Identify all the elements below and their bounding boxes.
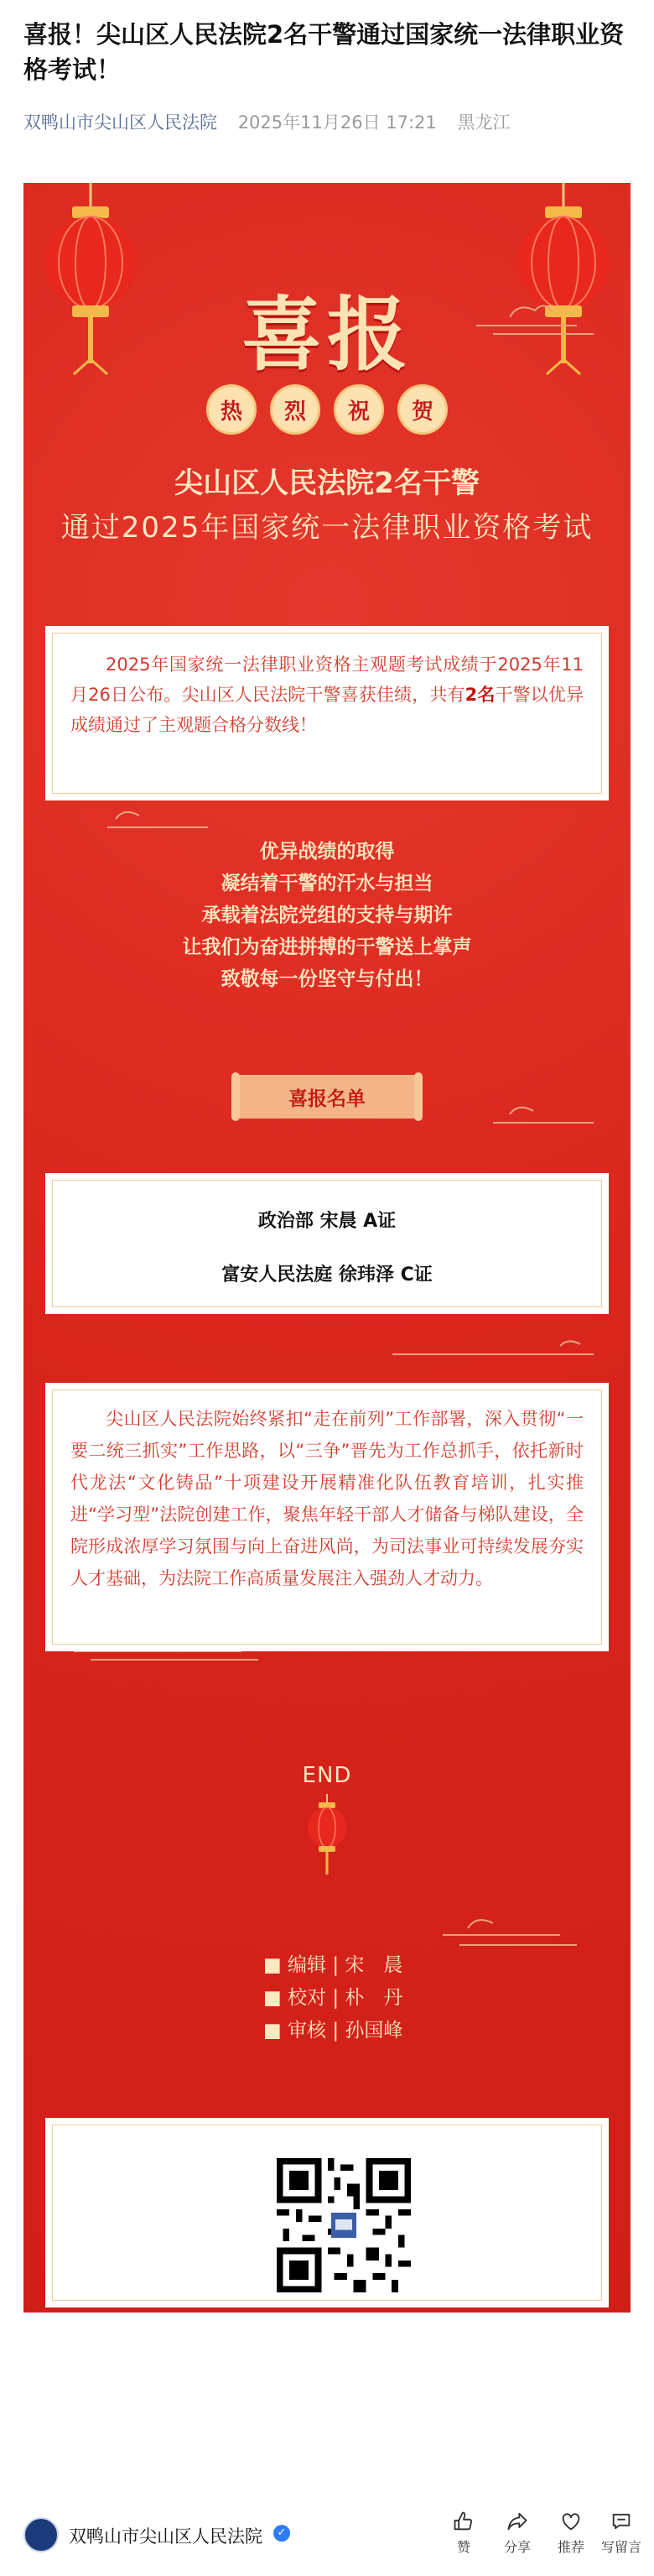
like-button[interactable] bbox=[434, 2510, 493, 2556]
body-box bbox=[45, 1383, 609, 1651]
heart-icon bbox=[559, 2510, 583, 2533]
share-icon bbox=[506, 2510, 529, 2533]
slogan-line: 致敬每一份坚守与付出！ bbox=[221, 968, 433, 990]
slogan-block bbox=[23, 836, 631, 995]
like-label: 赞 bbox=[456, 2539, 470, 2555]
credit-line: ■ 编辑 | 宋 晨 bbox=[263, 1954, 403, 1976]
intro-text: 2025年国家统一法律职业资格主观题考试成绩于2025年11月26日公布。尖山区人民法院干警喜获佳绩，共有2名干警以优异成绩通过了主观题合格分数线！ bbox=[70, 654, 584, 735]
intro-box bbox=[45, 626, 609, 800]
slogan-line: 凝结着干警的汗水与担当 bbox=[221, 873, 433, 894]
body-text: 尖山区人民法院始终紧扣“走在前列”工作部署，深入贯彻“一要二统三抓实”工作思路，以“三争”晋先为工作总抓手，依托新时代龙法“文化铸品”十项建设开展精准化队伍教育培训，扎实推进“学习型”法院创建工作，聚焦年轻干部人才储备与梯队建设，全院形成浓厚学习氛围与向上奋进风尚，为司法事业可持续发展夯实人才基础，为法院工作高质量发展注入强劲人才动力。 bbox=[70, 1409, 584, 1588]
circle-char: 烈 bbox=[270, 384, 320, 435]
poster-subtitle-2: 通过2025年国家统一法律职业资格考试 bbox=[60, 511, 594, 545]
small-lantern-icon bbox=[306, 1794, 348, 1878]
cloud-decoration-icon bbox=[392, 1338, 610, 1371]
article-title: 喜报！尖山区人民法院2名干警通过国家统一法律职业资格考试！ bbox=[23, 20, 625, 84]
qr-code-icon[interactable] bbox=[277, 2158, 411, 2292]
comment-button[interactable] bbox=[592, 2510, 651, 2556]
account-link[interactable]: 双鸭山市尖山区人民法院 bbox=[23, 112, 217, 133]
circle-char: 贺 bbox=[397, 384, 448, 435]
account-avatar[interactable] bbox=[23, 2517, 59, 2553]
cloud-decoration-icon bbox=[443, 1910, 577, 1960]
article-meta bbox=[23, 109, 525, 134]
slogan-line: 承载着法院党组的支持与期许 bbox=[201, 905, 453, 926]
slogan-line: 让我们为奋进拼搏的干警送上掌声 bbox=[182, 936, 472, 958]
celebration-circles bbox=[23, 384, 631, 435]
circle-char: 热 bbox=[206, 384, 257, 435]
credit-line: ■ 审核 | 孙国峰 bbox=[263, 2020, 403, 2042]
intro-bold-count: 2名 bbox=[465, 685, 496, 705]
comment-label: 写留言 bbox=[600, 2539, 641, 2555]
poster-subtitle-1: 尖山区人民法院2名干警 bbox=[174, 467, 480, 500]
end-label: END bbox=[302, 1763, 352, 1788]
credit-line: ■ 校对 | 朴 丹 bbox=[263, 1987, 403, 2009]
slogan-line: 优异战绩的取得 bbox=[259, 841, 395, 863]
publish-time: 2025年11月26日 17:21 bbox=[237, 112, 437, 133]
cloud-decoration-icon bbox=[107, 802, 225, 836]
poster-headline: 喜报 bbox=[241, 287, 413, 382]
thumbs-up-icon bbox=[452, 2510, 475, 2533]
name-entry: 富安人民法庭 徐玮泽 C证 bbox=[221, 1265, 433, 1285]
recommend-label: 推荐 bbox=[557, 2539, 584, 2555]
bottom-account-name[interactable]: 双鸭山市尖山区人民法院 bbox=[69, 2526, 262, 2547]
credits-block bbox=[263, 1949, 402, 2047]
name-entry: 政治部 宋晨 A证 bbox=[257, 1211, 397, 1232]
names-box bbox=[45, 1173, 609, 1314]
location: 黑龙江 bbox=[457, 112, 511, 133]
circle-char: 祝 bbox=[334, 384, 384, 435]
comment-icon bbox=[610, 2510, 633, 2533]
honor-list-banner: 喜报名单 bbox=[236, 1075, 418, 1119]
bottom-bar bbox=[0, 2505, 654, 2576]
share-label: 分享 bbox=[503, 2539, 531, 2555]
verified-icon: ✓ bbox=[273, 2525, 290, 2542]
qr-box bbox=[45, 2118, 609, 2307]
share-button[interactable] bbox=[488, 2510, 547, 2556]
cloud-decoration-icon bbox=[493, 1098, 610, 1131]
poster-image bbox=[23, 183, 631, 2313]
